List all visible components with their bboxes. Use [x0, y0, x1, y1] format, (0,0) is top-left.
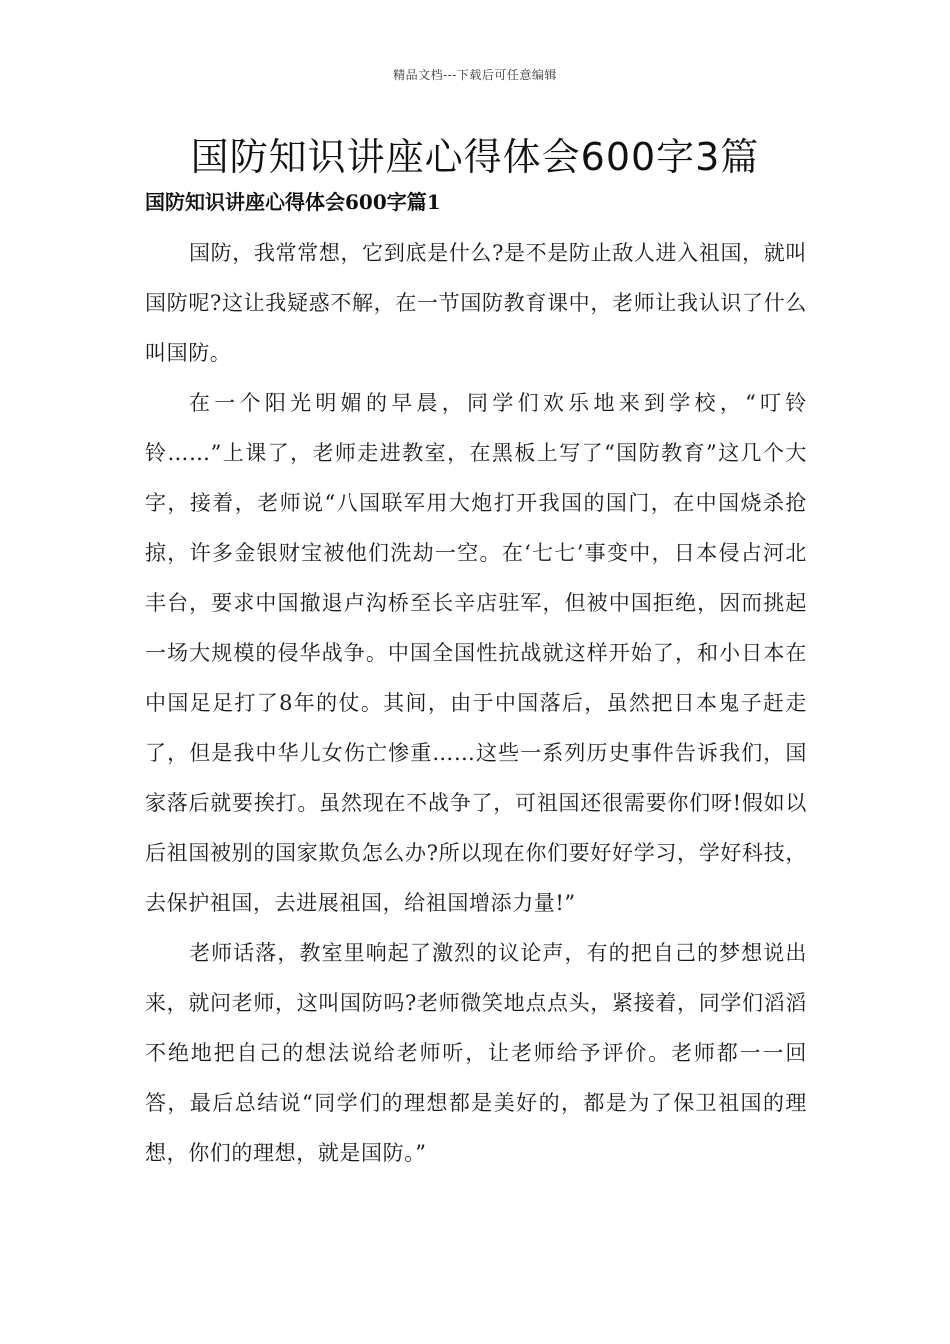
document-body: [145, 228, 807, 1178]
paragraph-2: 在一个阳光明媚的早晨，同学们欢乐地来到学校，“叮铃铃……”上课了，老师走进教室，在黑板上写了“国防教育”这几个大字，接着，老师说“八国联军用大炮打开我国的国门，在中国烧杀抢掠，许多金银财宝被他们洗劫一空。在‘七七’事变中，日本侵占河北丰台，要求中国撤退卢沟桥至长辛店驻军，但被中国拒绝，因而挑起一场大规模的侵华战争。中国全国性抗战就这样开始了，和小日本在中国足足打了8年的仗。其间，由于中国落后，虽然把日本鬼子赶走了，但是我中华儿女伤亡惨重……这些一系列历史事件告诉我们，国家落后就要挨打。虽然现在不战争了，可祖国还很需要你们呀!假如以后祖国被别的国家欺负怎么办?所以现在你们要好好学习，学好科技，去保护祖国，去进展祖国，给祖国增添力量!”: [145, 391, 807, 915]
paragraph-1: 国防，我常常想，它到底是什么?是不是防止敌人进入祖国，就叫国防呢?这让我疑惑不解，在一节国防教育课中，老师让我认识了什么叫国防。: [145, 241, 807, 365]
paragraph-3: 老师话落，教室里响起了激烈的议论声，有的把自己的梦想说出来，就问老师，这叫国防吗?老师微笑地点点头，紧接着，同学们滔滔不绝地把自己的想法说给老师听，让老师给予评价。老师都一一回答，最后总结说“同学们的理想都是美好的，都是为了保卫祖国的理想，你们的理想，就是国防。”: [145, 941, 807, 1165]
section-subtitle: 国防知识讲座心得体会600字篇1: [145, 190, 441, 214]
header-note: 精品文档---下载后可任意编辑: [393, 68, 557, 82]
document-title: 国防知识讲座心得体会600字3篇: [190, 135, 760, 179]
